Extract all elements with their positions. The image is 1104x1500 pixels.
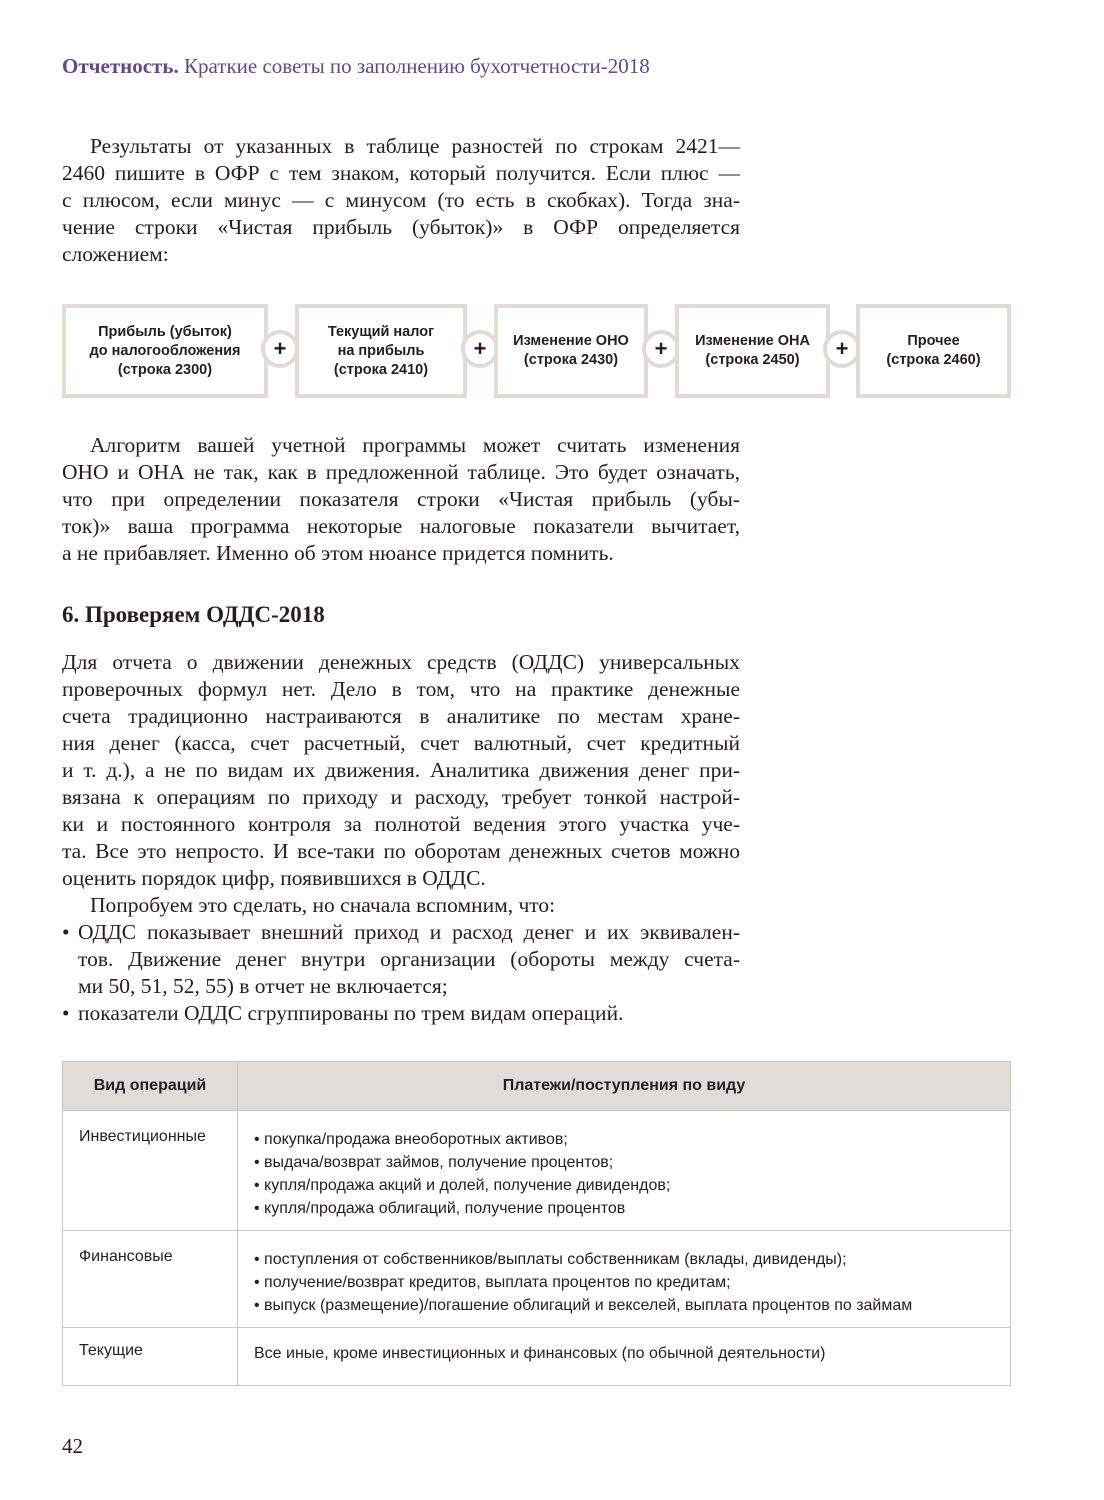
text-line: ми 50, 51, 52, 55) в отчет не включается; <box>78 974 448 998</box>
formula-box-other <box>856 304 1011 398</box>
bullet-icon: • <box>62 1001 70 1025</box>
text-line: ОДДС показывает внешний приход и расход денег и их эквивален- <box>78 920 740 944</box>
text-line: ОНО и ОНА не так, как в предложенной таблице. Это будет означать, <box>62 460 740 484</box>
table-row <box>63 1111 1011 1231</box>
text-line: ния денег (касса, счет расчетный, счет валютный, счет кредитный <box>62 731 740 755</box>
running-head <box>62 54 650 79</box>
formula-box-line: Прочее <box>907 333 960 349</box>
text-line: показатели ОДДС сгруппированы по трем видам операций. <box>78 1001 624 1025</box>
formula-box-line: (строка 2430) <box>523 352 619 368</box>
payment-item: • купля/продажа акций и долей, получение дивидендов; <box>254 1177 671 1194</box>
operation-type-cell: Текущие <box>63 1328 238 1386</box>
text-line: проверочных формул нет. Дело в том, что на практике денежные <box>62 677 740 701</box>
plus-operator-icon: + <box>261 330 299 368</box>
operation-type-cell: Инвестиционные <box>63 1111 238 1231</box>
running-head-section: Отчетность. <box>62 54 179 78</box>
formula-box-line: (строка 2460) <box>886 352 981 368</box>
text-line: ки и постоянного контроля за полнотой ведения этого участка уче- <box>62 812 740 836</box>
operations-table <box>62 1061 1011 1386</box>
formula-box-line: Прибыль (убыток) <box>98 323 232 340</box>
formula-box-line: (строка 2410) <box>333 361 429 378</box>
text-line: Результаты от указанных в таблице разностей по строкам 2421— <box>90 134 740 158</box>
text-line: Алгоритм вашей учетной программы может считать изменения <box>90 433 740 457</box>
formula-box-line: (строка 2300) <box>117 361 213 378</box>
text-line: сложением: <box>62 242 169 266</box>
text-line: чение строки «Чистая прибыль (убыток)» в ОФР определяется <box>62 215 740 239</box>
formula-box-profit-before-tax <box>62 304 268 398</box>
payment-item: • получение/возврат кредитов, выплата процентов по кредитам; <box>254 1274 731 1291</box>
payments-cell <box>238 1328 1011 1386</box>
formula-box-ona-change <box>675 304 830 398</box>
payments-cell <box>238 1111 1011 1231</box>
running-head-title: Краткие советы по заполнению бухотчетности-2018 <box>183 54 650 78</box>
formula-box-line: Изменение ОНО <box>513 333 629 349</box>
payment-item: • выдача/возврат займов, получение процентов; <box>254 1154 614 1171</box>
text-line: оценить порядок цифр, появившихся в ОДДС. <box>62 866 486 890</box>
net-profit-formula <box>62 304 1011 398</box>
text-line: что при определении показателя строки «Чистая прибыль (убы- <box>62 487 740 511</box>
text-line: Для отчета о движении денежных средств (ОДДС) универсальных <box>62 650 740 674</box>
intro-paragraph <box>62 133 740 268</box>
formula-box-line: Текущий налог <box>327 323 435 340</box>
text-line: та. Все это непросто. И все-таки по оборотам денежных счетов можно <box>62 839 740 863</box>
column-header-payments: Платежи/поступления по виду <box>238 1062 1011 1111</box>
payment-item: • покупка/продажа внеоборотных активов; <box>254 1131 568 1148</box>
text-line: тов. Движение денег внутри организации (обороты между счета- <box>78 947 740 971</box>
lead-in-text: Попробуем это сделать, но сначала вспомним, что: <box>90 893 556 917</box>
payments-cell <box>238 1231 1011 1328</box>
text-line: вязана к операциям по приходу и расходу, требует тонкой настрой- <box>62 785 740 809</box>
formula-box-line: Изменение ОНА <box>695 333 810 349</box>
payment-item: • выпуск (размещение)/погашение облигаций и векселей, выплата процентов по займам <box>254 1297 913 1314</box>
formula-box-line: (строка 2450) <box>705 352 800 368</box>
page-number: 42 <box>62 1434 83 1458</box>
table-header-row <box>63 1062 1011 1111</box>
text-line: ток)» ваша программа некоторые налоговые показатели вычитает, <box>62 514 740 538</box>
formula-box-line: на прибыль <box>337 342 425 359</box>
table-row <box>63 1328 1011 1386</box>
text-line: а не прибавляет. Именно об этом нюансе придется помнить. <box>62 541 614 565</box>
plus-operator-icon: + <box>461 330 499 368</box>
payment-item: • поступления от собственников/выплаты собственникам (вклады, дивиденды); <box>254 1251 847 1268</box>
formula-box-current-tax <box>295 304 467 398</box>
payment-item: Все иные, кроме инвестиционных и финансовых (по обычной деятельности) <box>254 1345 826 1362</box>
bullet-item <box>62 919 740 1000</box>
algorithm-paragraph <box>62 432 740 567</box>
bullet-icon: • <box>62 920 70 944</box>
text-line: и т. д.), а не по видам их движения. Аналитика движения денег при- <box>62 758 740 782</box>
bullet-list <box>62 919 740 1027</box>
operation-type-cell: Финансовые <box>63 1231 238 1328</box>
section-heading: 6. Проверяем ОДДС-2018 <box>62 602 325 627</box>
formula-box-line: до налогообложения <box>89 342 241 359</box>
text-line: счета традиционно настраиваются в аналитике по местам хране- <box>62 704 740 728</box>
formula-box-ono-change <box>494 304 648 398</box>
plus-operator-icon: + <box>642 330 680 368</box>
bullet-item <box>62 1000 740 1027</box>
column-header-operation-type: Вид операций <box>63 1062 238 1111</box>
table-row <box>63 1231 1011 1328</box>
text-line: 2460 пишите в ОФР с тем знаком, который получится. Если плюс — <box>62 161 740 185</box>
plus-operator-icon: + <box>823 330 861 368</box>
oddc-paragraph <box>62 649 740 919</box>
text-line: с плюсом, если минус — с минусом (то есть в скобках). Тогда зна- <box>62 188 740 212</box>
payment-item: • купля/продажа облигаций, получение процентов <box>254 1200 626 1217</box>
